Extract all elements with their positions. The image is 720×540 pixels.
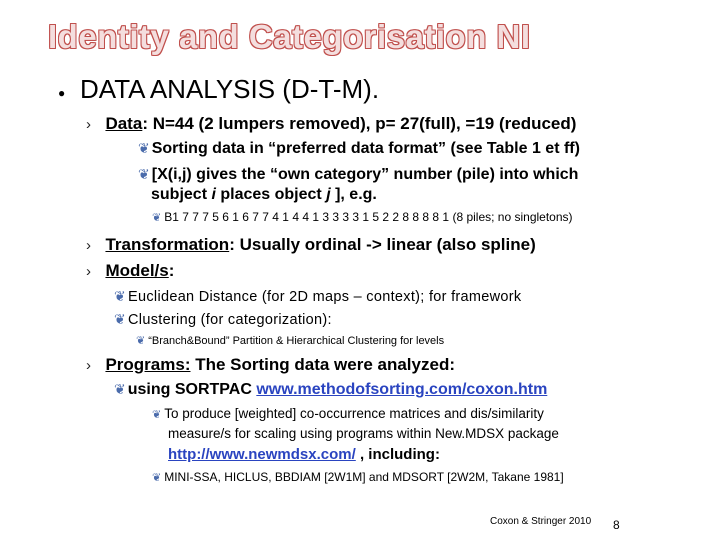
data-example: ❦ B1 7 7 7 5 6 1 6 7 7 4 1 4 4 1 3 3 3 3 1 5 2 2 8 8 8 8 1 (8 piles; no singletons) bbox=[152, 210, 573, 224]
programs-item: › Programs: The Sorting data were analyzed: bbox=[86, 355, 455, 374]
programs-sub2-cont: measure/s for scaling using programs within New.MDSX package bbox=[168, 426, 559, 441]
data-item bbox=[86, 114, 576, 134]
models-sub2: ❦ Clustering (for categorization): bbox=[114, 311, 332, 328]
chevron-right-icon: › bbox=[86, 237, 91, 254]
programs-sub2-link-line: http://www.newmdsx.com/ , including: bbox=[168, 446, 440, 463]
data-label: Data bbox=[105, 114, 143, 133]
models-label: Model/s bbox=[105, 261, 169, 280]
page-number: 8 bbox=[613, 518, 620, 532]
sortpac-link[interactable]: www.methodofsorting.com/coxon.htm bbox=[256, 381, 548, 398]
feather-swirl-icon: ❦ bbox=[152, 472, 162, 484]
data-text: : N=44 (2 lumpers removed), p= 27(full), =19 (reduced) bbox=[142, 114, 577, 133]
programs-label: Programs: bbox=[105, 355, 191, 374]
feather-swirl-icon: ❦ bbox=[114, 311, 127, 327]
models-item: › Model/s: bbox=[86, 261, 175, 280]
data-sub1: ❦ Sorting data in “preferred data format” (see Table 1 et ff) bbox=[138, 140, 580, 157]
feather-swirl-icon: ❦ bbox=[136, 335, 146, 347]
newmdsx-link[interactable]: http://www.newmdsx.com/ bbox=[168, 446, 356, 463]
feather-swirl-icon: ❦ bbox=[138, 166, 150, 182]
data-sub2-cont: subject i places object j ], e.g. bbox=[151, 186, 377, 203]
feather-swirl-icon: ❦ bbox=[114, 381, 126, 397]
programs-sub2: ❦ To produce [weighted] co-occurrence matrices and dis/similarity bbox=[152, 406, 544, 421]
programs-sub3: ❦ MINI-SSA, HICLUS, BBDIAM [2W1M] and MDSORT [2W2M, Takane 1981] bbox=[152, 470, 564, 484]
slide-title: Identity and Categorisation NI bbox=[48, 18, 531, 55]
chevron-right-icon: › bbox=[86, 263, 91, 280]
chevron-right-icon: › bbox=[86, 357, 91, 374]
dot-bullet-icon: ● bbox=[58, 86, 66, 100]
feather-swirl-icon: ❦ bbox=[138, 140, 150, 156]
data-sub2: ❦ [X(i,j) gives the “own category” number (pile) into which bbox=[138, 166, 579, 183]
feather-swirl-icon: ❦ bbox=[152, 212, 162, 224]
footer-credit: Coxon & Stringer 2010 bbox=[490, 516, 592, 527]
feather-swirl-icon: ❦ bbox=[114, 288, 127, 304]
models-sub2-detail: ❦ “Branch&Bound” Partition & Hierarchical Clustering for levels bbox=[136, 335, 445, 347]
programs-sub1: ❦ using SORTPAC www.methodofsorting.com/coxon.htm bbox=[114, 381, 548, 398]
transformation-item bbox=[86, 235, 536, 255]
feather-swirl-icon: ❦ bbox=[152, 409, 162, 421]
chevron-right-icon: › bbox=[86, 116, 91, 133]
transformation-text: : Usually ordinal -> linear (also spline) bbox=[229, 235, 536, 254]
transformation-label: Transformation bbox=[105, 235, 230, 254]
models-sub1: ❦ Euclidean Distance (for 2D maps – context); for framework bbox=[114, 288, 522, 305]
main-heading: DATA ANALYSIS (D-T-M). bbox=[80, 74, 380, 104]
